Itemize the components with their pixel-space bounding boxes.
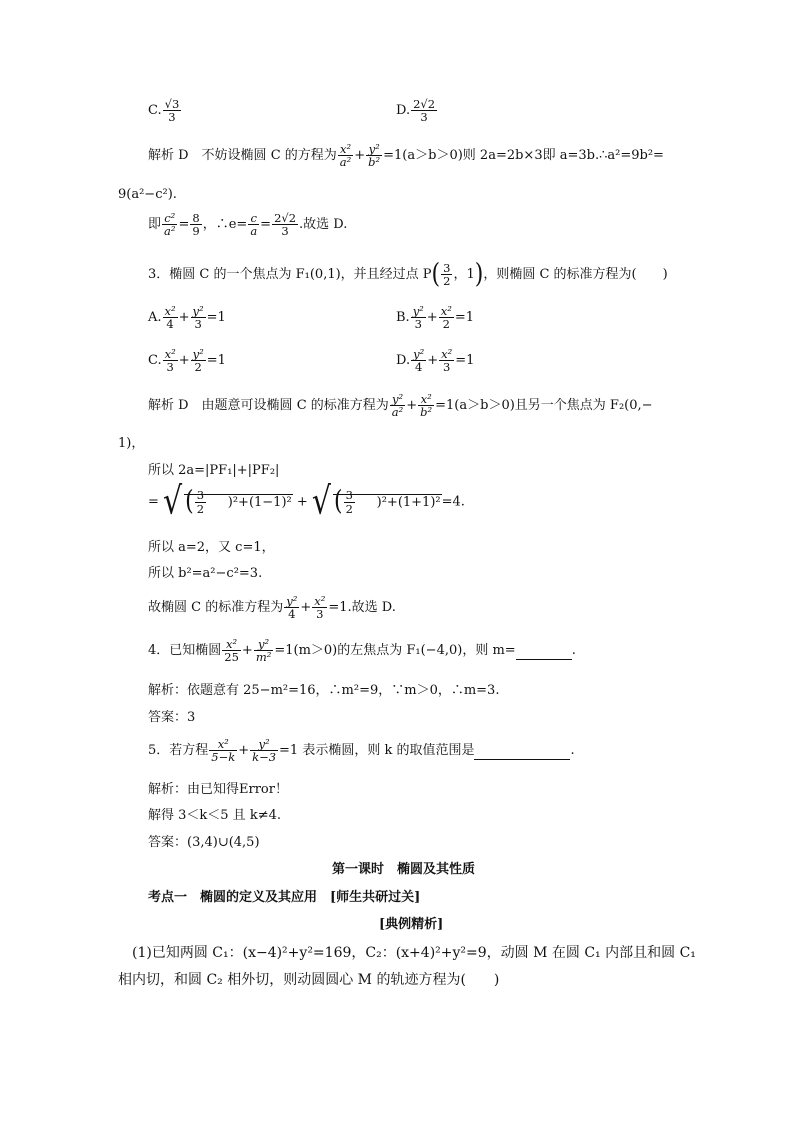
option-letter: C. xyxy=(148,103,162,119)
q3-stem xyxy=(148,258,668,290)
text: =1(a＞b＞0)则 2a=2b×3即 a=3b.∴a²=9b²= xyxy=(383,148,664,164)
answer-blank[interactable] xyxy=(516,644,572,660)
section-title: 第一课时 椭圆及其性质 xyxy=(332,862,476,877)
q2-solution-line1: 解析 D 不妨设椭圆 C 的方程为 $\frac{\text{x²}}{\text{a²}}$ + $\frac{\text{y²}}{\text{b²}}$ =1(a＞b＞0)则 2a=2b×3即 a=3b.∴a²=9b²= xyxy=(148,142,664,170)
q4-answer: 答案：3 xyxy=(148,710,196,725)
text: )²+(1−1)² xyxy=(227,494,292,510)
fraction xyxy=(163,98,182,123)
denominator: a² xyxy=(391,405,404,420)
q3-solution-radicals xyxy=(148,479,465,524)
numerator: y² xyxy=(412,304,424,318)
text: + xyxy=(296,494,308,510)
numerator: y² xyxy=(286,594,298,608)
fraction xyxy=(344,489,355,514)
q2-solution-line3: 即 $\frac{\text{c²}}{\text{a²}}$ = $\frac{8}{9}$ ，∴e= $\frac{c}{a}$ = $\frac{2√2}{3}$ .故选 D. xyxy=(148,211,348,239)
denominator: b² xyxy=(420,405,433,420)
text: ，则椭圆 C 的标准方程为( ) xyxy=(483,267,668,283)
q2-option-d xyxy=(396,98,438,123)
fraction xyxy=(312,595,327,620)
q3-solution-line2: 1)， xyxy=(118,436,145,451)
text: = xyxy=(148,494,159,510)
numerator: y² xyxy=(254,638,274,651)
q3-solution-line3: 所以 2a=|PF₁|+|PF₂| xyxy=(148,463,280,478)
fraction xyxy=(411,348,426,373)
denominator: 3 xyxy=(414,317,422,332)
example-line1: (1)已知两圆 C₁：(x−4)²+y²=169，C₂：(x+4)²+y²=9，动圆 M 在圆 C₁ 内部且和圆 C₁ xyxy=(132,945,696,961)
text: 故椭圆 C 的标准方程为 xyxy=(148,600,284,616)
fraction xyxy=(366,143,382,168)
numerator: x² xyxy=(222,638,241,651)
numerator: y² xyxy=(390,393,405,406)
numerator: x² xyxy=(164,304,176,318)
denominator: k−3 xyxy=(252,750,277,765)
q3-solution-line7: 故椭圆 C 的标准方程为 $\frac{\text{y²}}{4}$ + $\frac{\text{x²}}{3}$ =1.故选 D. xyxy=(148,594,396,622)
text: =1 xyxy=(454,310,474,326)
fraction xyxy=(411,98,437,123)
numerator: y² xyxy=(366,143,382,156)
text: =1 表示椭圆，则 k 的取值范围是 xyxy=(279,743,475,759)
example-line2: 相内切，和圆 C₂ 相外切，则动圆圆心 M 的轨迹方程为( ) xyxy=(118,972,500,988)
numerator: x² xyxy=(418,393,434,406)
text: =1.故选 D. xyxy=(328,600,396,616)
text: ，∴e= xyxy=(202,217,248,233)
fraction xyxy=(390,393,405,418)
denominator: 3 xyxy=(443,360,451,375)
denominator: 2 xyxy=(443,274,451,289)
denominator: a xyxy=(250,224,258,239)
q3-option-c: C. $\frac{\text{x²}}{3}$ + $\frac{\text{y²}}{2}$ =1 xyxy=(148,347,226,375)
example-tag: [典例精析] xyxy=(379,917,444,932)
denominator: 4 xyxy=(166,317,174,332)
numerator: x² xyxy=(164,347,176,361)
denominator: 4 xyxy=(288,607,296,622)
text: =4. xyxy=(441,494,465,510)
q5-solution: 解析：由已知得Error！ xyxy=(148,782,288,797)
left-paren: ( xyxy=(185,485,194,517)
option-letter: D. xyxy=(396,353,411,369)
fraction xyxy=(439,348,454,373)
denominator: 25 xyxy=(224,650,239,665)
option-letter: C. xyxy=(148,353,162,369)
text: . xyxy=(570,743,575,759)
text: 即 xyxy=(148,217,162,233)
fraction xyxy=(191,305,206,330)
text: 解析 D 不妨设椭圆 C 的方程为 xyxy=(148,148,337,164)
numerator: x² xyxy=(441,347,453,361)
fraction xyxy=(254,638,274,663)
fraction xyxy=(163,348,178,373)
numerator: x² xyxy=(209,738,237,751)
left-paren: ( xyxy=(431,258,441,290)
q5-answer: 答案：(3,4)∪(4,5) xyxy=(148,835,260,850)
q3-solution-line1: 解析 D 由题意可设椭圆 C 的标准方程为 $\frac{\text{y²}}{\text{a²}}$ + $\frac{\text{x²}}{\text{b²}}$ =1(a＞b＞0)且另一个焦点为 F₂(0,− xyxy=(148,392,653,420)
numerator: y² xyxy=(192,304,204,318)
radicand xyxy=(333,485,442,517)
fraction xyxy=(248,212,259,237)
fraction xyxy=(272,212,298,237)
denominator: 3 xyxy=(316,607,324,622)
denominator: 2 xyxy=(345,501,353,516)
text: 3．椭圆 C 的一个焦点为 F₁(0,1)，并且经过点 P xyxy=(148,267,432,283)
q3-option-a: A. $\frac{\text{x²}}{4}$ + $\frac{\text{y²}}{3}$ =1 xyxy=(148,304,226,332)
q5-stem: 5．若方程 $\frac{\text{x²}}{5-k}$ + $\frac{\text{y²}}{k-3}$ =1 表示椭圆，则 k 的取值范围是 . xyxy=(148,737,575,765)
q4-solution: 解析：依题意有 25−m²=16，∴m²=9，∵m＞0，∴m=3. xyxy=(148,683,500,698)
numerator: x² xyxy=(314,594,326,608)
text: =1 xyxy=(206,353,226,369)
text: =1(m＞0)的左焦点为 F₁(−4,0)，则 m= xyxy=(274,643,516,659)
fraction xyxy=(209,738,237,763)
denominator: 2 xyxy=(196,501,205,516)
fraction xyxy=(418,393,434,418)
fraction xyxy=(439,305,454,330)
numerator: x² xyxy=(338,143,353,156)
denominator: 2 xyxy=(442,317,450,332)
q2-option-c xyxy=(148,98,182,123)
text: 解析 D 由题意可设椭圆 C 的标准方程为 xyxy=(148,398,389,414)
q3-option-d: D. $\frac{\text{y²}}{4}$ + $\frac{\text{x²}}{3}$ =1 xyxy=(396,347,475,375)
fraction xyxy=(250,738,278,763)
numerator: y² xyxy=(413,347,425,361)
left-paren: ( xyxy=(334,485,343,517)
text: .故选 D. xyxy=(299,217,348,233)
denominator: 9 xyxy=(192,224,200,239)
numerator: √3 xyxy=(164,97,180,111)
fraction xyxy=(195,489,206,514)
fraction xyxy=(338,143,353,168)
fraction xyxy=(222,638,241,663)
right-paren: ) xyxy=(474,258,484,290)
denominator: 2 xyxy=(194,360,202,375)
text: . xyxy=(571,643,576,659)
numerator: c xyxy=(248,212,259,225)
numerator: c² xyxy=(162,212,177,225)
fraction xyxy=(191,348,206,373)
text: =1 xyxy=(206,310,226,326)
q4-stem: 4．已知椭圆 $\frac{\text{x²}}{25}$ + $\frac{\text{y²}}{\text{m²}}$ =1(m＞0)的左焦点为 F₁(−4,0)，则 m= . xyxy=(148,637,576,665)
text: =1(a＞b＞0)且另一个焦点为 F₂(0,− xyxy=(435,398,653,414)
fraction xyxy=(162,212,177,237)
option-letter: A. xyxy=(148,310,162,326)
numerator: 3 xyxy=(196,488,205,503)
denominator: 4 xyxy=(414,360,423,375)
numerator: 2√2 xyxy=(413,97,436,111)
option-letter: B. xyxy=(396,310,410,326)
text: 4．已知椭圆 xyxy=(148,643,222,659)
fraction xyxy=(411,305,426,330)
denominator: a² xyxy=(339,155,352,170)
numerator: x² xyxy=(440,304,452,318)
denominator: a² xyxy=(164,224,176,239)
fraction xyxy=(163,305,178,330)
text: =1 xyxy=(455,353,475,369)
numerator: 8 xyxy=(192,211,200,225)
topic-heading: 考点一 椭圆的定义及其应用 [师生共研过关] xyxy=(148,890,421,905)
sqrt-icon: √ xyxy=(311,479,332,524)
q3-option-b: B. $\frac{\text{y²}}{3}$ + $\frac{\text{x²}}{2}$ =1 xyxy=(396,304,474,332)
q2-solution-line2: 9(a²−c²). xyxy=(118,187,177,202)
text: 5．若方程 xyxy=(148,743,209,759)
option-letter: D. xyxy=(396,103,411,119)
denominator: 3 xyxy=(166,360,174,375)
q3-solution-line5: 所以 a=2，又 c=1， xyxy=(148,540,275,555)
numerator: y² xyxy=(250,738,278,751)
denominator: 3 xyxy=(194,317,202,332)
numerator: 3 xyxy=(443,261,451,275)
text: )²+(1+1)² xyxy=(376,494,441,510)
radicand xyxy=(184,485,293,517)
denominator: b² xyxy=(368,155,381,170)
sqrt-icon: √ xyxy=(163,479,183,524)
answer-blank[interactable] xyxy=(474,744,570,760)
denominator: 3 xyxy=(281,224,289,239)
q5-solution-2: 解得 3＜k＜5 且 k≠4. xyxy=(148,808,281,823)
q3-solution-line6: 所以 b²=a²−c²=3. xyxy=(148,566,263,581)
denominator: 3 xyxy=(420,110,428,125)
fraction xyxy=(441,262,452,287)
text: ，1 xyxy=(453,267,475,283)
denominator: 3 xyxy=(168,110,176,125)
fraction xyxy=(284,595,299,620)
denominator: m² xyxy=(255,650,272,665)
denominator: 5−k xyxy=(211,750,236,765)
numerator: y² xyxy=(192,347,204,361)
numerator: 2√2 xyxy=(274,211,297,225)
fraction xyxy=(190,212,201,237)
numerator: 3 xyxy=(345,488,353,503)
